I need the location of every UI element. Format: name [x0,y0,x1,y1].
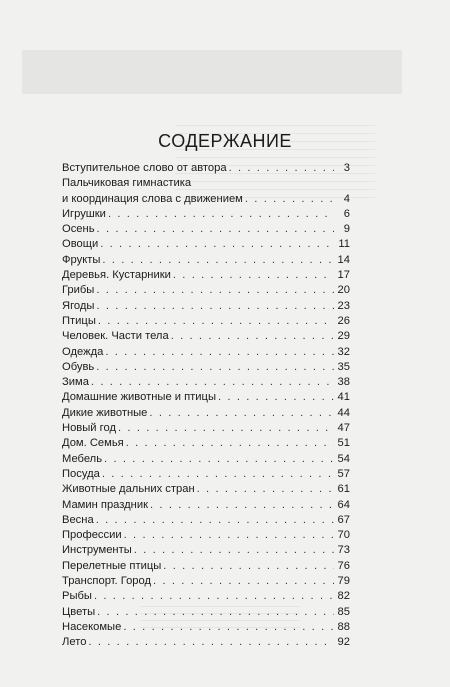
toc-entry [62,605,350,620]
dot-leader [102,467,334,482]
toc-entry-page-number: 88 [337,620,350,633]
toc-entry-title: Транспорт. Город [62,575,152,588]
toc-entry-page-number: 14 [337,253,350,266]
toc-entry [62,283,350,298]
dot-leader [102,253,334,268]
dot-leader [105,345,334,360]
dot-leader [97,222,334,237]
dot-leader [218,390,334,405]
dot-leader [108,207,334,222]
dot-leader [153,574,334,589]
toc-entry [62,498,350,513]
show-through-banner [22,50,402,94]
toc-entry-page-number: 3 [343,162,350,174]
toc-entry-title: Дикие животные [62,406,148,419]
toc-entry [62,406,350,421]
toc-entry [62,589,350,604]
toc-entry [62,207,350,222]
toc-entry [62,253,350,268]
toc-entry-title: Вступительное слово от автора [62,162,227,174]
toc-entry-title: Зима [62,376,89,389]
toc-entry [62,390,350,405]
dot-leader [100,237,334,252]
toc-entry-title: Лето [62,636,87,649]
toc-entry-page-number: 70 [337,529,350,542]
toc-entry-title: Инструменты [62,544,132,557]
toc-entry-title: Деревья. Кустарники [62,269,171,282]
toc-entry-page-number: 35 [337,360,350,373]
toc-entry-page-number: 41 [337,391,350,404]
toc-entry-page-number: 6 [343,207,350,220]
toc-entry-page-number: 11 [338,238,350,251]
toc-entry [62,620,350,635]
toc-entry [62,237,350,252]
toc-entry [62,467,350,482]
dot-leader [97,605,334,620]
toc-entry-title: Профессии [62,529,122,542]
dot-leader [104,452,334,467]
toc-entry-page-number: 23 [337,299,350,312]
toc-entry-title: Дом. Семья [62,437,124,450]
toc-entry [62,192,350,207]
table-of-contents [62,161,350,651]
dot-leader [150,498,334,513]
toc-entry-title: Овощи [62,238,99,251]
toc-entry [62,222,350,237]
toc-entry-page-number: 73 [337,544,350,557]
toc-entry [62,268,350,283]
dot-leader [163,559,334,574]
toc-entry [62,528,350,543]
dot-leader [124,528,334,543]
toc-entry [62,329,350,344]
toc-entry [62,635,350,650]
toc-entry-page-number: 17 [337,269,350,282]
toc-entry-page-number: 26 [337,314,350,327]
toc-entry-page-number: 76 [337,559,350,572]
toc-entry-title: Обувь [62,360,95,373]
dot-leader [96,299,334,314]
toc-entry [62,421,350,436]
toc-entry-page-number: 61 [337,483,350,496]
dot-leader [96,360,334,375]
toc-entry-title: Цветы [62,605,96,618]
dot-leader [229,161,334,176]
toc-entry-title: Мебель [62,452,103,465]
toc-entry-page-number: 29 [337,330,350,343]
toc-entry [62,559,350,574]
dot-leader [245,192,334,207]
toc-entry [62,513,350,528]
toc-entry [62,299,350,314]
toc-entry-page-number: 57 [337,467,350,480]
toc-entry-page-number: 4 [343,192,350,205]
toc-entry [62,452,350,467]
toc-entry-title: Новый год [62,422,116,435]
toc-entry-title: Птицы [62,314,96,327]
dot-leader [171,329,334,344]
dot-leader [118,421,334,436]
dot-leader [123,620,334,635]
toc-entry-page-number: 54 [337,452,350,465]
toc-entry-title: Весна [62,513,94,526]
toc-entry-title: Насекомые [62,620,122,633]
toc-entry-page-number: 92 [337,636,350,649]
dot-leader [91,375,334,390]
dot-leader [88,635,334,650]
dot-leader [96,513,334,528]
dot-leader [149,406,334,421]
toc-entry [62,436,350,451]
toc-entry-title: Пальчиковая гимнастика [62,177,192,190]
toc-entry-page-number: 82 [337,590,350,603]
toc-entry-page-number: 32 [337,345,350,358]
toc-entry [62,345,350,360]
toc-entry-title: Ягоды [62,299,95,312]
toc-entry [62,360,350,375]
dot-leader [96,283,334,298]
toc-entry-title: Перелетные птицы [62,559,162,572]
toc-entry-title: Животные дальних стран [62,483,195,496]
toc-entry-title: Мамин праздник [62,498,149,511]
toc-entry-page-number: 44 [337,406,350,419]
toc-entry-page-number: 38 [337,376,350,389]
toc-entry-title: Посуда [62,467,100,480]
toc-entry-title: Одежда [62,345,104,358]
toc-entry-title: Грибы [62,284,95,297]
dot-leader [98,314,334,329]
toc-entry-page-number: 64 [337,498,350,511]
toc-entry-title: Человек. Части тела [62,330,169,343]
toc-entry [62,574,350,589]
dot-leader [197,482,334,497]
dot-leader [126,436,334,451]
toc-entry-title: и координация слова с движением [62,192,243,205]
toc-entry-title: Домашние животные и птицы [62,391,217,404]
toc-entry-title: Игрушки [62,207,106,220]
toc-entry-page-number: 79 [337,575,350,588]
dot-leader [134,543,334,558]
toc-entry-page-number: 20 [337,284,350,297]
toc-entry-page-number: 47 [337,422,350,435]
toc-entry-page-number: 9 [343,223,350,236]
toc-entry [62,176,350,191]
toc-entry-page-number: 85 [337,605,350,618]
toc-entry-page-number: 67 [337,513,350,526]
toc-entry-page-number: 51 [337,437,350,450]
toc-entry [62,543,350,558]
toc-entry-title: Осень [62,223,95,236]
toc-entry [62,482,350,497]
toc-entry-title: Фрукты [62,253,101,266]
toc-entry-title: Рыбы [62,590,92,603]
page-title: СОДЕРЖАНИЕ [158,131,292,151]
toc-entry [62,314,350,329]
dot-leader [173,268,334,283]
toc-entry [62,161,350,176]
dot-leader [94,589,334,604]
toc-entry [62,375,350,390]
